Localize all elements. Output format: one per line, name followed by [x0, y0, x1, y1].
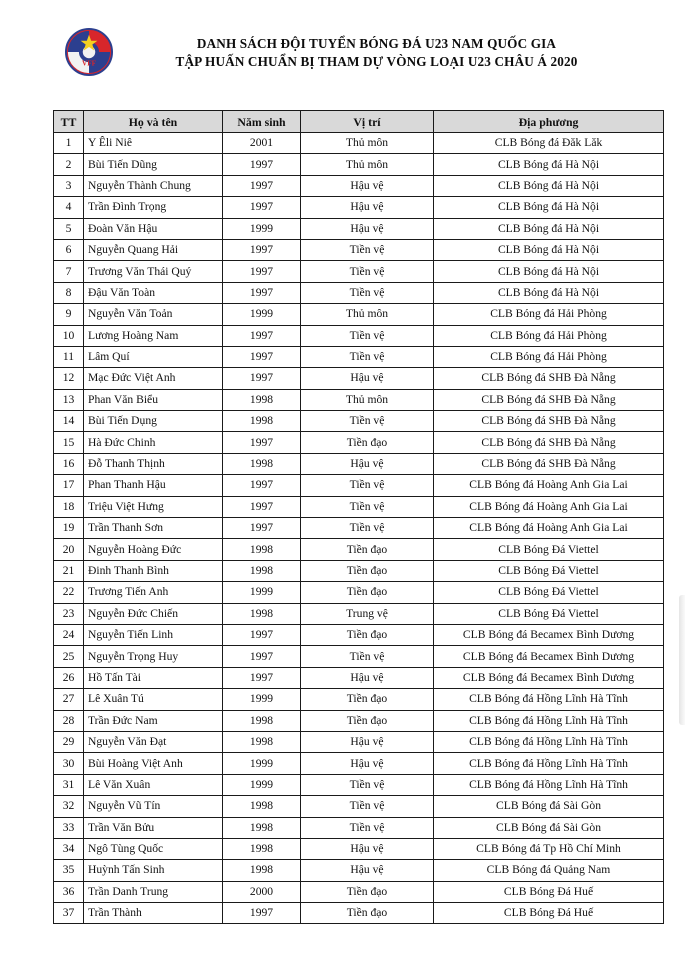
player-name: Đỗ Thanh Thịnh — [84, 453, 223, 474]
player-birth-year: 1998 — [223, 560, 301, 581]
column-header-club: Địa phương — [434, 111, 664, 133]
player-name: Y Êli Niê — [84, 133, 223, 154]
player-club: CLB Bóng đá Hà Nội — [434, 261, 664, 282]
player-name: Đinh Thanh Bình — [84, 560, 223, 581]
player-index: 26 — [54, 667, 84, 688]
player-club: CLB Bóng đá Sài Gòn — [434, 796, 664, 817]
player-index: 13 — [54, 389, 84, 410]
player-club: CLB Bóng đá Hồng Lĩnh Hà Tĩnh — [434, 731, 664, 752]
table-row — [54, 518, 664, 539]
player-club: CLB Bóng đá Hồng Lĩnh Hà Tĩnh — [434, 753, 664, 774]
player-name: Lê Văn Xuân — [84, 774, 223, 795]
table-row — [54, 860, 664, 881]
player-index: 37 — [54, 903, 84, 924]
player-index: 2 — [54, 154, 84, 175]
player-name: Nguyễn Hoàng Đức — [84, 539, 223, 560]
player-name: Bùi Tiến Dũng — [84, 154, 223, 175]
player-position: Thủ môn — [301, 304, 434, 325]
player-name: Nguyễn Đức Chiến — [84, 603, 223, 624]
player-birth-year: 1998 — [223, 796, 301, 817]
player-position: Hậu vệ — [301, 838, 434, 859]
player-name: Hà Đức Chinh — [84, 432, 223, 453]
table-row — [54, 325, 664, 346]
player-position: Tiền vệ — [301, 774, 434, 795]
player-birth-year: 1997 — [223, 903, 301, 924]
player-index: 27 — [54, 689, 84, 710]
player-position: Tiền đạo — [301, 582, 434, 603]
table-row — [54, 432, 664, 453]
table-row — [54, 496, 664, 517]
player-position: Tiền vệ — [301, 261, 434, 282]
player-position: Tiền vệ — [301, 411, 434, 432]
table-row — [54, 475, 664, 496]
player-index: 15 — [54, 432, 84, 453]
player-birth-year: 1998 — [223, 389, 301, 410]
table-row — [54, 218, 664, 239]
player-index: 28 — [54, 710, 84, 731]
player-position: Thủ môn — [301, 154, 434, 175]
player-birth-year: 2000 — [223, 881, 301, 902]
table-row — [54, 346, 664, 367]
player-index: 20 — [54, 539, 84, 560]
player-club: CLB Bóng đá Hoàng Anh Gia Lai — [434, 496, 664, 517]
table-row — [54, 603, 664, 624]
player-position: Hậu vệ — [301, 218, 434, 239]
column-header-tt: TT — [54, 111, 84, 133]
player-position: Hậu vệ — [301, 197, 434, 218]
player-birth-year: 1997 — [223, 368, 301, 389]
player-club: CLB Bóng đá Becamex Bình Dương — [434, 646, 664, 667]
title-block — [123, 33, 690, 71]
player-club: CLB Bóng Đá Viettel — [434, 539, 664, 560]
table-row — [54, 560, 664, 581]
player-birth-year: 1997 — [223, 475, 301, 496]
player-club: CLB Bóng đá Becamex Bình Dương — [434, 667, 664, 688]
table-row — [54, 667, 664, 688]
player-birth-year: 1998 — [223, 453, 301, 474]
table-row — [54, 282, 664, 303]
player-name: Huỳnh Tấn Sinh — [84, 860, 223, 881]
player-club: CLB Bóng đá Hà Nội — [434, 218, 664, 239]
player-position: Tiền vệ — [301, 496, 434, 517]
player-birth-year: 2001 — [223, 133, 301, 154]
table-row — [54, 710, 664, 731]
player-club: CLB Bóng Đá Viettel — [434, 582, 664, 603]
player-birth-year: 1997 — [223, 197, 301, 218]
player-position: Tiền đạo — [301, 539, 434, 560]
player-club: CLB Bóng đá SHB Đà Nẵng — [434, 411, 664, 432]
column-header-name: Họ và tên — [84, 111, 223, 133]
player-name: Trần Đức Nam — [84, 710, 223, 731]
player-club: CLB Bóng đá Sài Gòn — [434, 817, 664, 838]
player-index: 11 — [54, 346, 84, 367]
player-name: Đậu Văn Toàn — [84, 282, 223, 303]
document-title-line-1: DANH SÁCH ĐỘI TUYỂN BÓNG ĐÁ U23 NAM QUỐC GIA — [196, 36, 557, 51]
vff-logo-icon — [65, 28, 113, 76]
player-index: 24 — [54, 624, 84, 645]
table-row — [54, 368, 664, 389]
player-birth-year: 1998 — [223, 603, 301, 624]
player-name: Phan Thanh Hậu — [84, 475, 223, 496]
player-birth-year: 1997 — [223, 239, 301, 260]
player-name: Mạc Đức Việt Anh — [84, 368, 223, 389]
player-name: Trần Đình Trọng — [84, 197, 223, 218]
player-club: CLB Bóng Đá Huế — [434, 881, 664, 902]
player-name: Trần Thành — [84, 903, 223, 924]
player-birth-year: 1999 — [223, 218, 301, 239]
player-name: Bùi Tiến Dụng — [84, 411, 223, 432]
player-index: 30 — [54, 753, 84, 774]
player-index: 18 — [54, 496, 84, 517]
player-name: Hồ Tấn Tài — [84, 667, 223, 688]
player-club: CLB Bóng đá Hải Phòng — [434, 304, 664, 325]
player-club: CLB Bóng đá Hồng Lĩnh Hà Tĩnh — [434, 689, 664, 710]
player-name: Đoàn Văn Hậu — [84, 218, 223, 239]
player-index: 7 — [54, 261, 84, 282]
player-name: Bùi Hoàng Việt Anh — [84, 753, 223, 774]
table-row — [54, 197, 664, 218]
player-club: CLB Bóng đá Hải Phòng — [434, 346, 664, 367]
table-row — [54, 903, 664, 924]
player-club: CLB Bóng đá SHB Đà Nẵng — [434, 453, 664, 474]
player-birth-year: 1997 — [223, 667, 301, 688]
roster-table — [53, 110, 664, 924]
player-position: Tiền đạo — [301, 624, 434, 645]
player-index: 8 — [54, 282, 84, 303]
player-position: Tiền vệ — [301, 646, 434, 667]
player-birth-year: 1997 — [223, 518, 301, 539]
player-position: Tiền đạo — [301, 710, 434, 731]
player-birth-year: 1998 — [223, 539, 301, 560]
player-index: 29 — [54, 731, 84, 752]
player-club: CLB Bóng đá Hà Nội — [434, 239, 664, 260]
table-row — [54, 689, 664, 710]
table-row — [54, 838, 664, 859]
player-name: Nguyễn Thành Chung — [84, 175, 223, 196]
player-club: CLB Bóng đá SHB Đà Nẵng — [434, 368, 664, 389]
table-header — [54, 111, 664, 133]
player-birth-year: 1997 — [223, 175, 301, 196]
column-header-position: Vị trí — [301, 111, 434, 133]
player-club: CLB Bóng đá Tp Hồ Chí Minh — [434, 838, 664, 859]
table-row — [54, 624, 664, 645]
player-position: Hậu vệ — [301, 667, 434, 688]
player-index: 4 — [54, 197, 84, 218]
player-index: 6 — [54, 239, 84, 260]
player-club: CLB Bóng đá Hà Nội — [434, 175, 664, 196]
table-body — [54, 133, 664, 924]
player-club: CLB Bóng đá Quảng Nam — [434, 860, 664, 881]
table-row — [54, 753, 664, 774]
player-birth-year: 1997 — [223, 154, 301, 175]
table-row — [54, 175, 664, 196]
player-position: Tiền đạo — [301, 903, 434, 924]
player-club: CLB Bóng Đá Viettel — [434, 603, 664, 624]
table-row — [54, 796, 664, 817]
player-position: Hậu vệ — [301, 453, 434, 474]
player-index: 34 — [54, 838, 84, 859]
table-row — [54, 731, 664, 752]
player-position: Tiền vệ — [301, 518, 434, 539]
player-name: Trương Văn Thái Quý — [84, 261, 223, 282]
table-row — [54, 453, 664, 474]
player-birth-year: 1997 — [223, 624, 301, 645]
player-birth-year: 1997 — [223, 432, 301, 453]
player-birth-year: 1999 — [223, 774, 301, 795]
player-birth-year: 1998 — [223, 860, 301, 881]
table-row — [54, 411, 664, 432]
player-name: Trần Danh Trung — [84, 881, 223, 902]
player-name: Lương Hoàng Nam — [84, 325, 223, 346]
table-row — [54, 239, 664, 260]
player-index: 3 — [54, 175, 84, 196]
player-position: Thủ môn — [301, 389, 434, 410]
player-birth-year: 1998 — [223, 731, 301, 752]
table-row — [54, 582, 664, 603]
player-index: 31 — [54, 774, 84, 795]
player-name: Triệu Việt Hưng — [84, 496, 223, 517]
player-index: 32 — [54, 796, 84, 817]
player-club: CLB Bóng đá SHB Đà Nẵng — [434, 389, 664, 410]
player-position: Tiền vệ — [301, 796, 434, 817]
table-row — [54, 261, 664, 282]
player-index: 9 — [54, 304, 84, 325]
player-name: Nguyễn Trọng Huy — [84, 646, 223, 667]
table-row — [54, 774, 664, 795]
player-position: Tiền vệ — [301, 325, 434, 346]
player-club: CLB Bóng đá Hồng Lĩnh Hà Tĩnh — [434, 774, 664, 795]
player-index: 22 — [54, 582, 84, 603]
player-name: Phan Văn Biểu — [84, 389, 223, 410]
player-position: Thủ môn — [301, 133, 434, 154]
player-birth-year: 1998 — [223, 710, 301, 731]
player-club: CLB Bóng đá Hà Nội — [434, 197, 664, 218]
player-name: Nguyễn Vũ Tín — [84, 796, 223, 817]
player-position: Tiền vệ — [301, 239, 434, 260]
table-row — [54, 154, 664, 175]
table-row — [54, 389, 664, 410]
table-header-row — [54, 111, 664, 133]
player-position: Tiền vệ — [301, 282, 434, 303]
column-header-year: Năm sinh — [223, 111, 301, 133]
player-index: 36 — [54, 881, 84, 902]
player-index: 33 — [54, 817, 84, 838]
player-birth-year: 1998 — [223, 411, 301, 432]
player-club: CLB Bóng đá Becamex Bình Dương — [434, 624, 664, 645]
logo-container — [55, 28, 123, 76]
player-index: 17 — [54, 475, 84, 496]
player-birth-year: 1999 — [223, 753, 301, 774]
player-birth-year: 1997 — [223, 346, 301, 367]
player-index: 10 — [54, 325, 84, 346]
player-name: Lê Xuân Tú — [84, 689, 223, 710]
player-club: CLB Bóng đá Hà Nội — [434, 154, 664, 175]
player-birth-year: 1999 — [223, 304, 301, 325]
player-position: Tiền vệ — [301, 817, 434, 838]
player-index: 16 — [54, 453, 84, 474]
document-title-line-2: TẬP HUẤN CHUẨN BỊ THAM DỰ VÒNG LOẠI U23 CHÂU Á 2020 — [175, 54, 578, 69]
player-name: Nguyễn Văn Toản — [84, 304, 223, 325]
player-index: 1 — [54, 133, 84, 154]
player-club: CLB Bóng đá Hoàng Anh Gia Lai — [434, 475, 664, 496]
player-club: CLB Bóng Đá Huế — [434, 903, 664, 924]
player-position: Tiền vệ — [301, 346, 434, 367]
player-index: 21 — [54, 560, 84, 581]
player-name: Nguyễn Văn Đạt — [84, 731, 223, 752]
player-index: 5 — [54, 218, 84, 239]
player-club: CLB Bóng đá Đăk Lăk — [434, 133, 664, 154]
player-position: Hậu vệ — [301, 860, 434, 881]
player-index: 19 — [54, 518, 84, 539]
player-name: Trần Thanh Sơn — [84, 518, 223, 539]
player-position: Hậu vệ — [301, 753, 434, 774]
player-birth-year: 1997 — [223, 496, 301, 517]
player-birth-year: 1999 — [223, 689, 301, 710]
document-header — [0, 0, 690, 70]
player-position: Tiền đạo — [301, 432, 434, 453]
table-row — [54, 304, 664, 325]
player-position: Hậu vệ — [301, 731, 434, 752]
player-club: CLB Bóng đá Hà Nội — [434, 282, 664, 303]
player-club: CLB Bóng đá Hồng Lĩnh Hà Tĩnh — [434, 710, 664, 731]
player-position: Trung vệ — [301, 603, 434, 624]
player-position: Tiền vệ — [301, 475, 434, 496]
player-name: Trương Tiến Anh — [84, 582, 223, 603]
player-name: Lâm Quí — [84, 346, 223, 367]
svg-text:VFF: VFF — [82, 59, 96, 68]
player-club: CLB Bóng đá Hoàng Anh Gia Lai — [434, 518, 664, 539]
player-birth-year: 1998 — [223, 817, 301, 838]
table-row — [54, 539, 664, 560]
table-row — [54, 817, 664, 838]
player-club: CLB Bóng đá SHB Đà Nẵng — [434, 432, 664, 453]
player-club: CLB Bóng đá Hải Phòng — [434, 325, 664, 346]
player-index: 25 — [54, 646, 84, 667]
player-index: 12 — [54, 368, 84, 389]
player-index: 35 — [54, 860, 84, 881]
player-birth-year: 1998 — [223, 838, 301, 859]
player-birth-year: 1997 — [223, 646, 301, 667]
player-position: Tiền đạo — [301, 881, 434, 902]
player-name: Trần Văn Bửu — [84, 817, 223, 838]
player-index: 14 — [54, 411, 84, 432]
table-row — [54, 881, 664, 902]
player-birth-year: 1997 — [223, 325, 301, 346]
table-row — [54, 133, 664, 154]
player-position: Tiền đạo — [301, 560, 434, 581]
scan-artifact — [679, 595, 685, 725]
player-index: 23 — [54, 603, 84, 624]
player-position: Hậu vệ — [301, 368, 434, 389]
player-position: Tiền đạo — [301, 689, 434, 710]
player-name: Ngô Tùng Quốc — [84, 838, 223, 859]
player-name: Nguyễn Quang Hải — [84, 239, 223, 260]
table-row — [54, 646, 664, 667]
player-birth-year: 1999 — [223, 582, 301, 603]
player-birth-year: 1997 — [223, 261, 301, 282]
player-name: Nguyễn Tiến Linh — [84, 624, 223, 645]
roster-table-container — [53, 110, 663, 924]
player-birth-year: 1997 — [223, 282, 301, 303]
player-position: Hậu vệ — [301, 175, 434, 196]
player-club: CLB Bóng Đá Viettel — [434, 560, 664, 581]
